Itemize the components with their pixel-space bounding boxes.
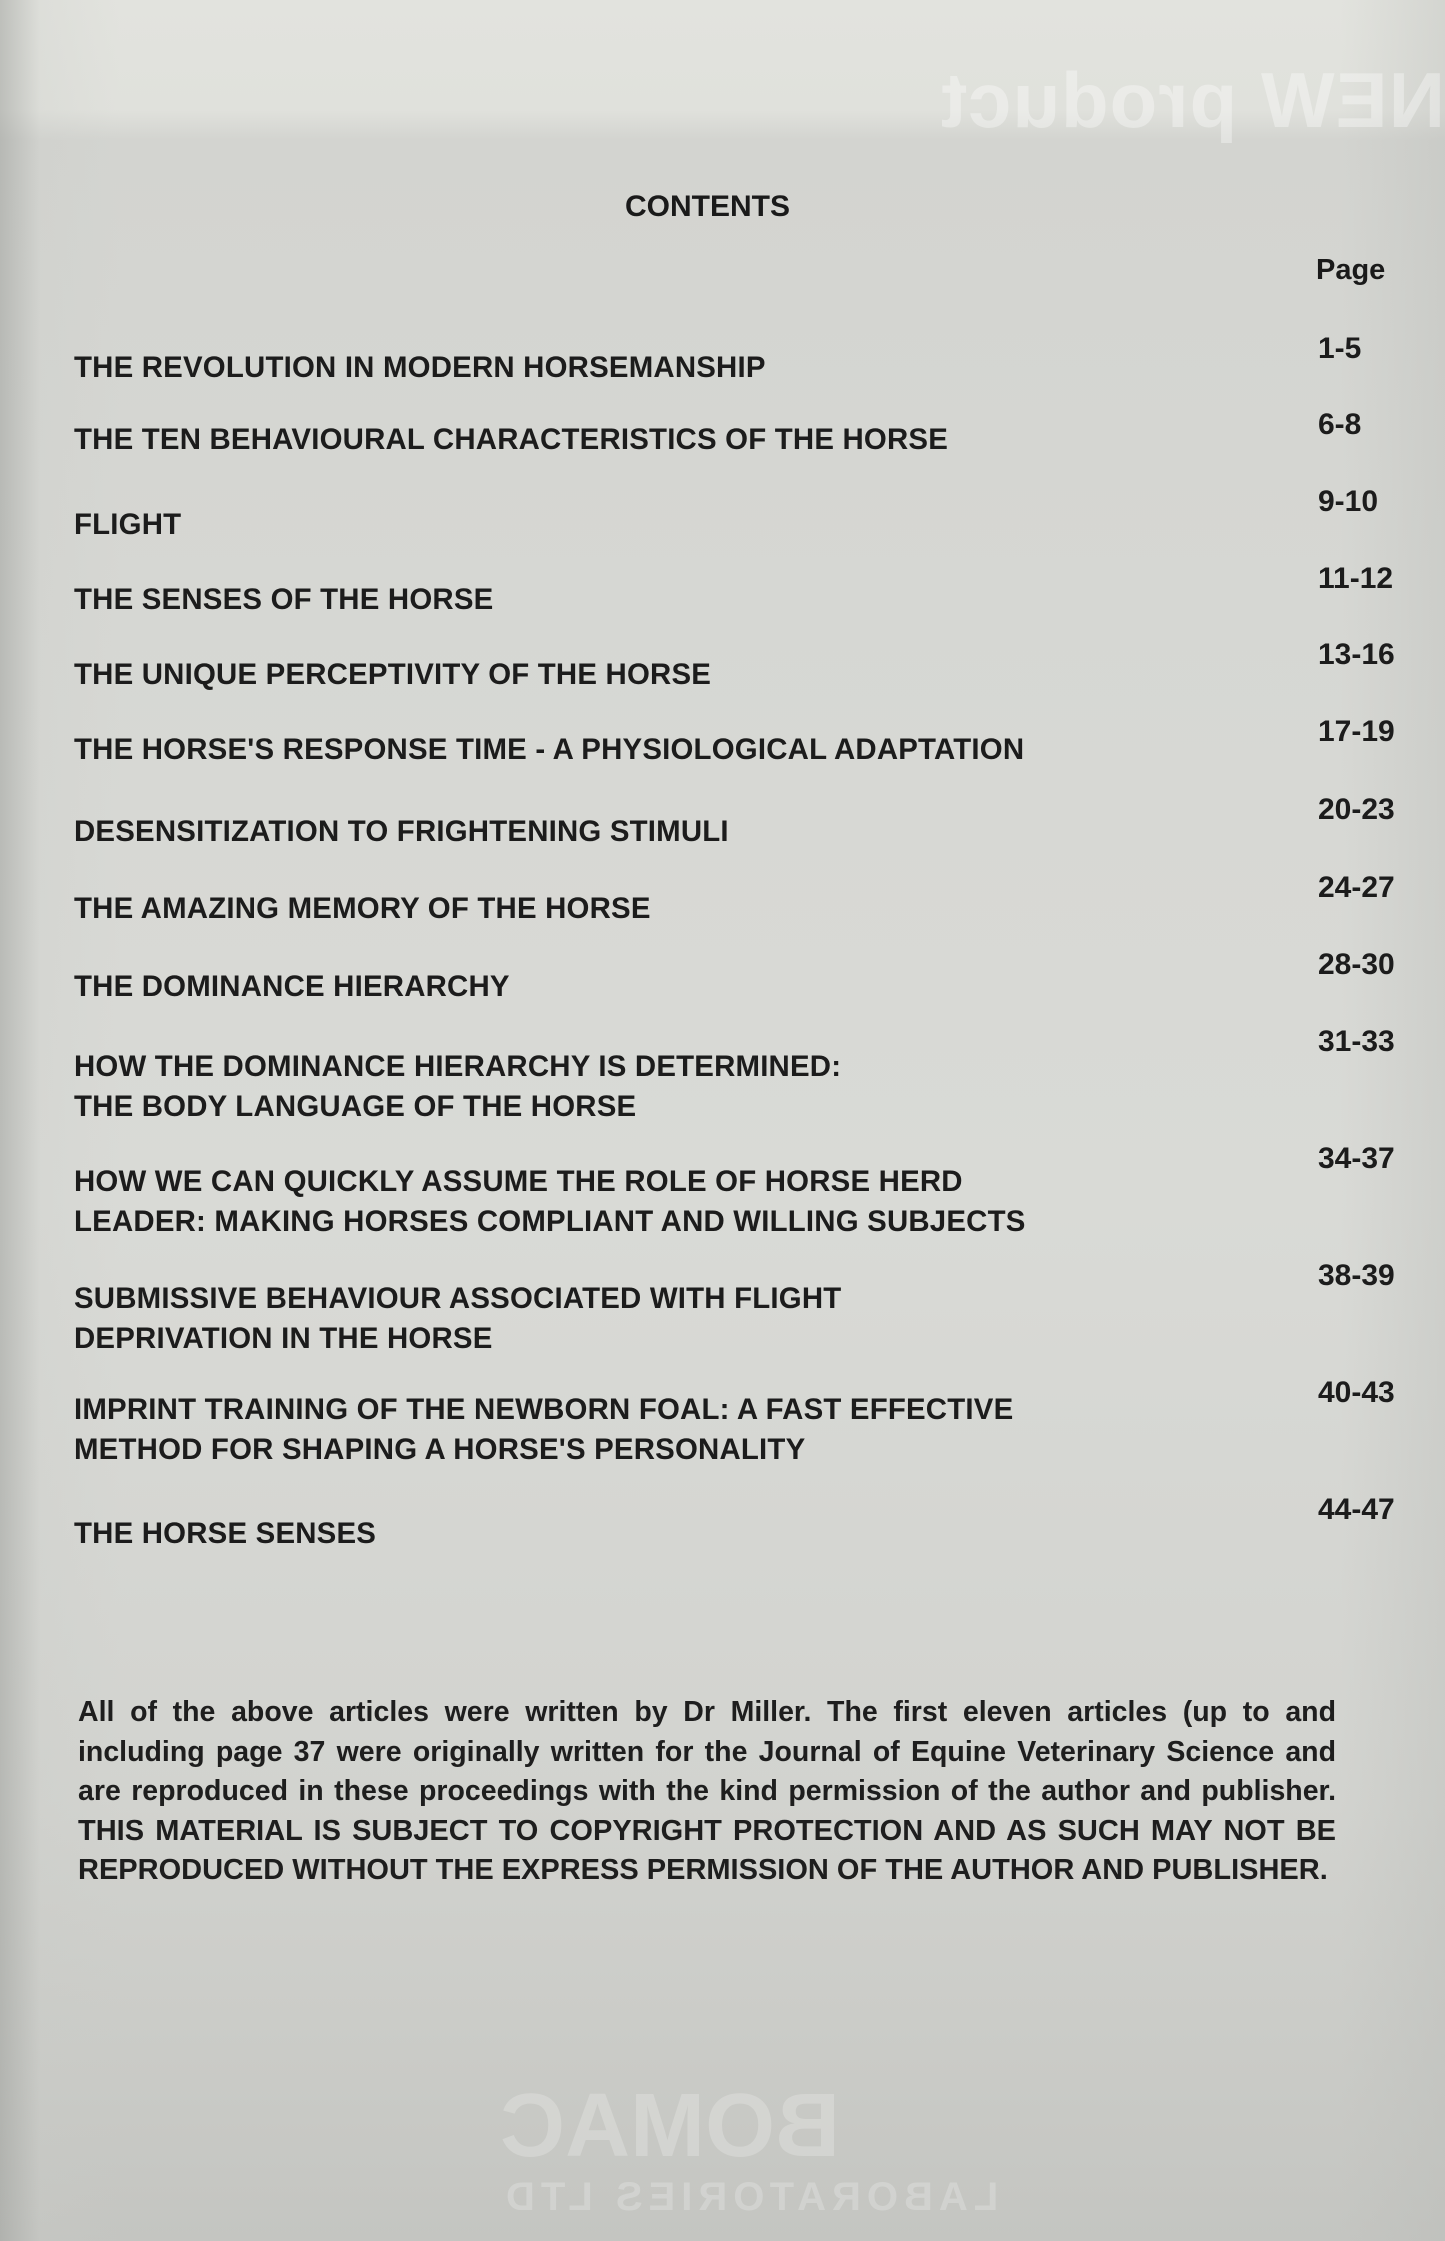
toc-entry-pages: 24-27 xyxy=(1318,871,1395,904)
toc-entry-title-line: THE TEN BEHAVIOURAL CHARACTERISTICS OF THE HORSE xyxy=(74,423,949,456)
toc-entry-title-line: THE DOMINANCE HIERARCHY xyxy=(74,970,510,1003)
toc-entry-title xyxy=(74,1162,1026,1242)
toc-entry-title-line: THE UNIQUE PERCEPTIVITY OF THE HORSE xyxy=(74,658,712,691)
toc-entry-pages: 38-39 xyxy=(1318,1259,1395,1292)
toc-entry-title xyxy=(74,655,711,695)
copyright-note xyxy=(78,1693,1336,1891)
toc-entry-pages: 11-12 xyxy=(1318,562,1394,595)
toc-entry-title xyxy=(74,730,1024,770)
toc-entry-title-line: METHOD FOR SHAPING A HORSE'S PERSONALITY xyxy=(74,1433,806,1466)
toc-entry-title-line: HOW WE CAN QUICKLY ASSUME THE ROLE OF HORSE HERD xyxy=(74,1165,963,1198)
toc-entry-title-line: LEADER: MAKING HORSES COMPLIANT AND WILLING SUBJECTS xyxy=(74,1205,1026,1238)
toc-entry-title xyxy=(74,348,766,388)
toc-entry-title-line: IMPRINT TRAINING OF THE NEWBORN FOAL: A FAST EFFECTIVE xyxy=(74,1393,1014,1426)
toc-entry-pages: 6-8 xyxy=(1318,408,1362,441)
toc-entry-title xyxy=(74,420,948,460)
show-through-text-top: NEW product xyxy=(940,56,1445,144)
toc-entry-title-line: THE HORSE SENSES xyxy=(74,1517,377,1550)
toc-entry-title-line: THE BODY LANGUAGE OF THE HORSE xyxy=(74,1090,637,1123)
toc-entry-title-line: SUBMISSIVE BEHAVIOUR ASSOCIATED WITH FLIGHT xyxy=(74,1282,842,1315)
show-through-text-bottom: BOMAC xyxy=(500,2076,840,2176)
toc-entry-title xyxy=(74,889,651,929)
toc-entry-title-line: DEPRIVATION IN THE HORSE xyxy=(74,1322,493,1355)
toc-entry-title-line: THE REVOLUTION IN MODERN HORSEMANSHIP xyxy=(74,351,766,384)
toc-entry-title-line: THE HORSE'S RESPONSE TIME - A PHYSIOLOGICAL ADAPTATION xyxy=(74,733,1025,766)
toc-entry-title xyxy=(74,1514,376,1554)
toc-entry-title-line: FLIGHT xyxy=(74,508,182,541)
toc-entry-title xyxy=(74,1047,841,1127)
toc-entry-title-line: HOW THE DOMINANCE HIERARCHY IS DETERMINED: xyxy=(74,1050,842,1083)
show-through-text-bottom-sub: LABORATORIES LTD xyxy=(500,2175,999,2219)
toc-entry-pages: 34-37 xyxy=(1318,1142,1395,1175)
toc-entry-pages: 13-16 xyxy=(1318,638,1395,671)
toc-entry-pages: 44-47 xyxy=(1318,1493,1395,1526)
toc-entry-pages: 17-19 xyxy=(1318,715,1395,748)
toc-entry-title xyxy=(74,812,729,852)
copyright-note-text: All of the above articles were written by Dr Miller. The first eleven articles (up to and including page 37 were originally written for the Journal of Equine Veterinary Science and are reproduced in these proceedings with the kind permission of the author and publisher. xyxy=(78,1696,1336,1807)
contents-title: CONTENTS xyxy=(625,190,790,223)
toc-entry-title xyxy=(74,1390,1013,1470)
toc-entry-title-line: THE AMAZING MEMORY OF THE HORSE xyxy=(74,892,651,925)
toc-entry-title-line: DESENSITIZATION TO FRIGHTENING STIMULI xyxy=(74,815,729,848)
toc-entry-title-line: THE SENSES OF THE HORSE xyxy=(74,583,494,616)
toc-entry-title xyxy=(74,1279,841,1359)
toc-entry-title xyxy=(74,580,493,620)
toc-entry-title xyxy=(74,967,510,1007)
toc-entry-pages: 28-30 xyxy=(1318,948,1395,981)
toc-entry-pages: 40-43 xyxy=(1318,1376,1395,1409)
toc-entry-pages: 20-23 xyxy=(1318,793,1395,826)
copyright-warning: THIS MATERIAL IS SUBJECT TO COPYRIGHT PROTECTION AND AS SUCH MAY NOT BE REPRODUCED WITHOUT THE EXPRESS PERMISSION OF THE AUTHOR AND PUBLISHER. xyxy=(78,1814,1336,1886)
toc-entry-pages: 31-33 xyxy=(1318,1025,1395,1058)
toc-entry-title xyxy=(74,505,181,545)
page-column-header: Page xyxy=(1316,254,1386,286)
toc-entry-pages: 1-5 xyxy=(1318,332,1362,365)
toc-entry-pages: 9-10 xyxy=(1318,485,1379,518)
